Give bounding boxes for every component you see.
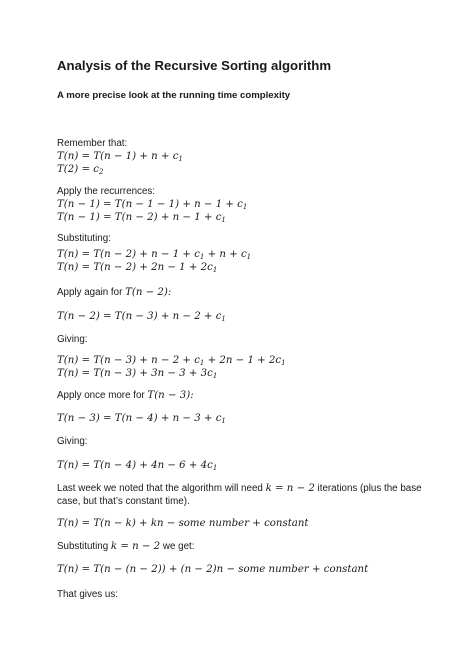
- equation-line: $T(n - 1) = T(n - 2) + n - 1 + c_1$: [57, 212, 226, 224]
- equation-line: $T(n - 2) = T(n - 3) + n - 2 + c_1$: [57, 311, 226, 323]
- giving-label-2: Giving:: [57, 436, 88, 447]
- document-subtitle: A more precise look at the running time complexity: [57, 90, 291, 101]
- apply-recurrences-equations: [57, 198, 437, 224]
- apply-once-label: Apply once more for T(n − 3):: [57, 390, 194, 401]
- giving-equations: [57, 354, 437, 380]
- equation-line: $T(n - 3) = T(n - 4) + n - 3 + c_1$: [57, 413, 226, 425]
- substituting-k-label: Substituting k = n − 2 we get:: [57, 541, 195, 552]
- last-week-paragraph: Last week we noted that the algorithm will need k = n − 2 iterations (plus the base case, but that’s constant time).: [57, 483, 422, 507]
- remember-equations: [57, 150, 437, 176]
- equation-line: $T(n) = T(n - 3) + 3n - 3 + 3c_1$: [57, 368, 218, 380]
- equation-line: $T(n - 1) = T(n - 1 - 1) + n - 1 + c_1$: [57, 199, 248, 211]
- equation-line: $T(2) = c_2$: [57, 164, 104, 176]
- equation-line: $T(n) = T(n - 4) + 4n - 6 + 4c_1$: [57, 460, 218, 472]
- giving-equation-2: [57, 459, 437, 472]
- that-gives-us-label: That gives us:: [57, 589, 118, 600]
- apply-once-equation: [57, 412, 437, 425]
- giving-label: Giving:: [57, 334, 88, 345]
- equation-line: $T(n) = T(n - 2) + 2n - 1 + 2c_1$: [57, 262, 218, 274]
- substituting-k-equation: T(n) = T(n − (n − 2)) + (n − 2)n − some number + constant: [57, 564, 369, 575]
- apply-again-equation: [57, 310, 437, 323]
- equation-line: $T(n) = T(n - 2) + n - 1 + c_1 + n + c_1$: [57, 249, 252, 261]
- apply-recurrences-label: Apply the recurrences:: [57, 186, 156, 197]
- substituting-equations: [57, 248, 437, 274]
- general-equation: T(n) = T(n − k) + kn − some number + constant: [57, 518, 309, 529]
- substituting-label: Substituting:: [57, 233, 111, 244]
- apply-again-label: Apply again for T(n − 2):: [57, 287, 172, 298]
- equation-line: $T(n) = T(n - 3) + n - 2 + c_1 + 2n - 1 + 2c_1$: [57, 355, 286, 367]
- remember-label: Remember that:: [57, 138, 128, 149]
- document-title: Analysis of the Recursive Sorting algorithm: [57, 58, 332, 73]
- equation-line: $T(n) = T(n - 1) + n + c_1$: [57, 151, 183, 163]
